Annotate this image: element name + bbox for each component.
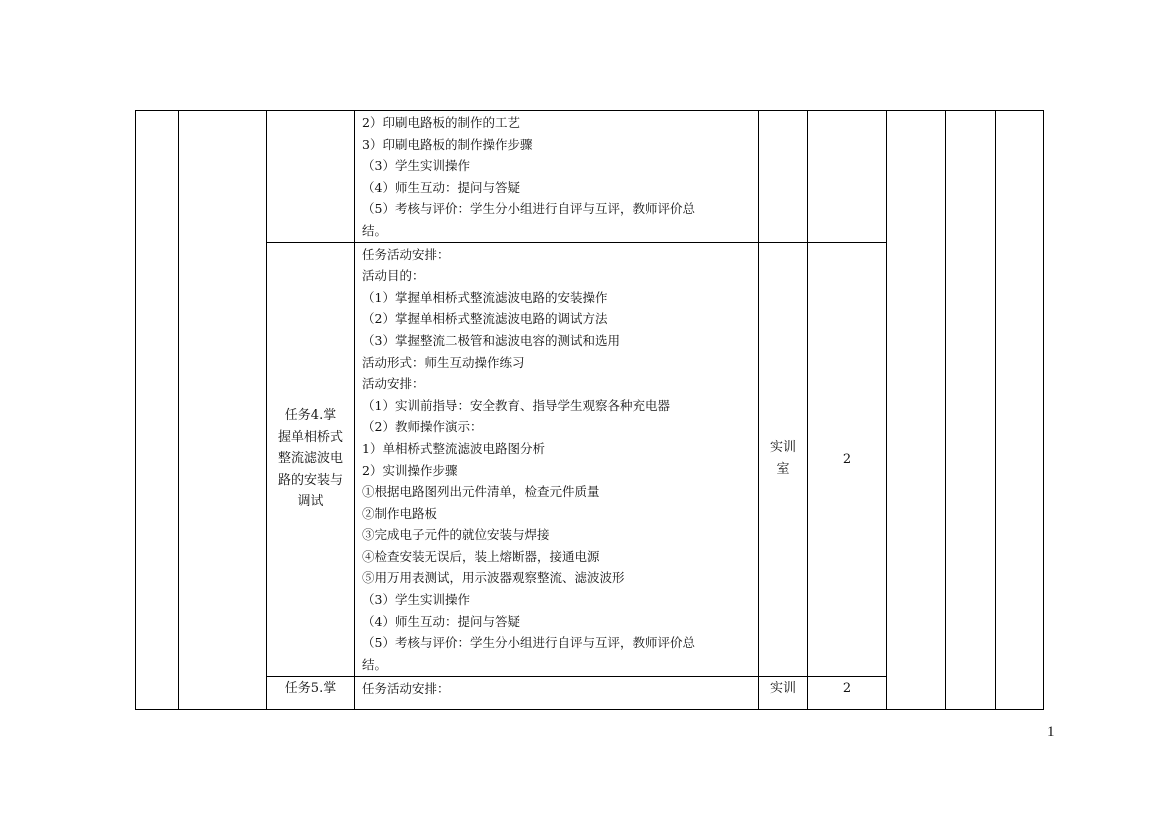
content-line: （4）师生互动：提问与答疑 [362, 613, 520, 629]
task-cell [267, 676, 355, 709]
blank-cell-col9 [996, 111, 1044, 710]
content-line: （2）教师操作演示： [362, 419, 483, 435]
task-line: 握单相桥式 [277, 429, 343, 445]
task-line: 整流滤波电 [277, 451, 343, 467]
content-cell [355, 111, 759, 243]
content-line: 2）印刷电路板的制作的工艺 [362, 115, 520, 130]
content-line: 结。 [362, 656, 388, 672]
content-cell [355, 242, 759, 676]
content-line: （5）考核与评价：学生分小组进行自评与互评，教师评价总 [362, 201, 695, 217]
blank-cell-col1 [136, 111, 179, 710]
content-line: ②制作电路板 [362, 505, 438, 521]
hours-cell: 2 [808, 676, 887, 709]
content-line: （2）掌握单相桥式整流滤波电路的调试方法 [362, 311, 608, 327]
content-line: 活动安排： [362, 376, 425, 392]
venue-cell: 实训 [759, 676, 808, 709]
content-line: （3）掌握整流二极管和滤波电容的测试和选用 [362, 332, 620, 348]
task-line: 任务5.掌 [284, 680, 337, 696]
content-line: ③完成电子元件的就位安装与焊接 [362, 527, 550, 543]
content-line: 活动形式：师生互动操作练习 [362, 354, 525, 370]
content-line: 1）单相桥式整流滤波电路图分析 [362, 440, 545, 456]
content-line: （3）学生实训操作 [362, 158, 470, 174]
content-line: （4）师生互动：提问与答疑 [362, 179, 520, 195]
venue-cell [759, 242, 808, 676]
table-row [136, 111, 1044, 243]
content-cell [355, 676, 759, 709]
venue-cell [759, 111, 808, 243]
task-cell [267, 111, 355, 243]
content-line: 任务活动安排： [362, 246, 450, 262]
hours-cell: 2 [808, 242, 887, 676]
content-line: 3）印刷电路板的制作操作步骤 [362, 136, 533, 152]
blank-cell-col8 [946, 111, 996, 710]
content-line: （1）掌握单相桥式整流滤波电路的安装操作 [362, 289, 608, 305]
content-line: 2）实训操作步骤 [362, 462, 458, 478]
content-line: ⑤用万用表测试，用示波器观察整流、滤波波形 [362, 570, 625, 586]
content-line: （5）考核与评价：学生分小组进行自评与互评，教师评价总 [362, 635, 695, 651]
blank-cell-col7 [887, 111, 946, 710]
content-line: 活动目的： [362, 268, 425, 284]
content-line: 任务活动安排： [362, 680, 450, 696]
task-line: 调试 [297, 494, 324, 510]
task-cell [267, 242, 355, 676]
content-line: 结。 [362, 222, 388, 238]
task-line: 路的安装与 [277, 472, 343, 488]
curriculum-table [135, 110, 1044, 710]
page-number: 1 [1047, 724, 1055, 740]
content-line: （1）实训前指导：安全教育、指导学生观察各种充电器 [362, 397, 670, 413]
hours-cell [808, 111, 887, 243]
venue-line: 室 [776, 462, 790, 478]
task-line: 任务4.掌 [284, 408, 337, 424]
content-line: ④检查安装无误后，装上熔断器，接通电源 [362, 548, 600, 564]
venue-line: 实训 [769, 440, 796, 456]
content-line: （3）学生实训操作 [362, 592, 470, 608]
blank-cell-col2 [179, 111, 267, 710]
content-line: ①根据电路图列出元件清单，检查元件质量 [362, 484, 600, 500]
